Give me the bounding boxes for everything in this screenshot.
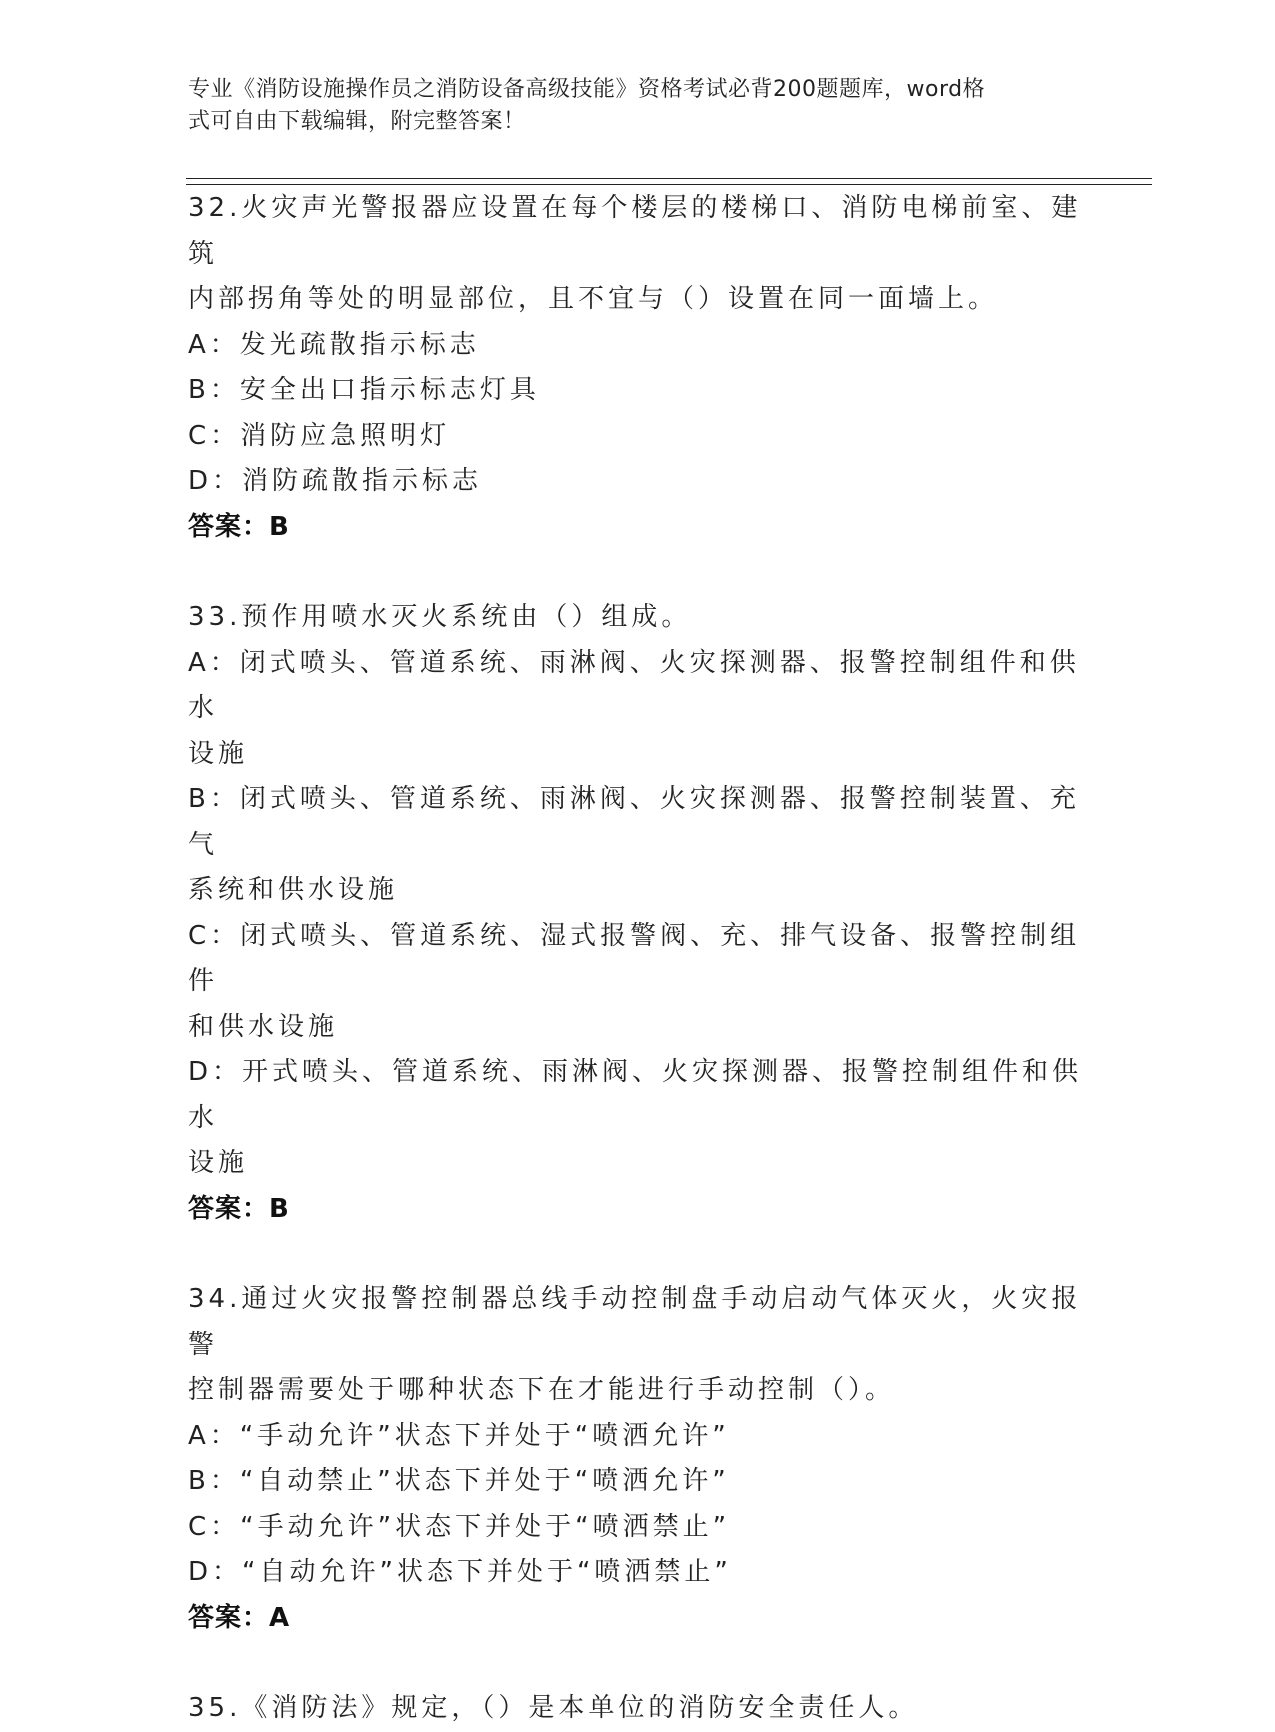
question-stem-line: 34.通过火灾报警控制器总线手动控制盘手动启动气体灭火，火灾报警 — [188, 1284, 1082, 1360]
option-a: A：闭式喷头、管道系统、雨淋阀、火灾探测器、报警控制组件和供水 — [188, 647, 1080, 723]
option-a: A：发光疏散指示标志 — [188, 329, 480, 360]
option-d: D：“自动允许”状态下并处于“喷洒禁止” — [188, 1557, 732, 1587]
option-c: C：消防应急照明灯 — [188, 420, 451, 451]
header-line-1: 专业《消防设施操作员之消防设备高级技能》资格考试必背200题题库，word格 — [188, 77, 986, 102]
option-c: C：“手动允许”状态下并处于“喷洒禁止” — [188, 1511, 731, 1542]
header-divider-bottom — [186, 184, 1152, 185]
question-33 — [188, 595, 1088, 1232]
question-list — [188, 186, 1088, 1732]
question-34 — [188, 1277, 1088, 1641]
option-a: A：“手动允许”状态下并处于“喷洒允许” — [188, 1420, 730, 1451]
option-b: B：“自动禁止”状态下并处于“喷洒允许” — [188, 1466, 730, 1496]
header-divider-top — [186, 178, 1152, 179]
option-c-continued: 和供水设施 — [188, 1011, 339, 1042]
option-d: D：消防疏散指示标志 — [188, 466, 483, 496]
question-stem-line: 控制器需要处于哪种状态下在才能进行手动控制（）。 — [188, 1375, 896, 1405]
document-header — [188, 74, 1068, 138]
option-d-continued: 设施 — [188, 1148, 249, 1178]
answer-label: 答案：B — [188, 1193, 290, 1224]
option-b-continued: 系统和供水设施 — [188, 875, 399, 905]
question-stem-line: 32.火灾声光警报器应设置在每个楼层的楼梯口、消防电梯前室、建筑 — [188, 193, 1082, 269]
question-32 — [188, 186, 1088, 550]
answer-label: 答案：B — [188, 511, 290, 542]
option-c: C：闭式喷头、管道系统、湿式报警阀、充、排气设备、报警控制组件 — [188, 920, 1081, 996]
question-stem-line: 33.预作用喷水灭火系统由（）组成。 — [188, 602, 692, 632]
option-b: B：安全出口指示标志灯具 — [188, 375, 540, 405]
question-stem-line: 35.《消防法》规定，（）是本单位的消防安全责任人。 — [188, 1693, 919, 1723]
question-stem-line: 内部拐角等处的明显部位，且不宜与（）设置在同一面墙上。 — [188, 284, 999, 314]
option-d: D：开式喷头、管道系统、雨淋阀、火灾探测器、报警控制组件和供水 — [188, 1057, 1083, 1133]
question-35 — [188, 1686, 1088, 1732]
option-b: B：闭式喷头、管道系统、雨淋阀、火灾探测器、报警控制装置、充气 — [188, 784, 1080, 860]
option-a-continued: 设施 — [188, 738, 249, 769]
header-line-2: 式可自由下载编辑，附完整答案！ — [188, 109, 526, 134]
answer-label: 答案：A — [188, 1602, 291, 1633]
